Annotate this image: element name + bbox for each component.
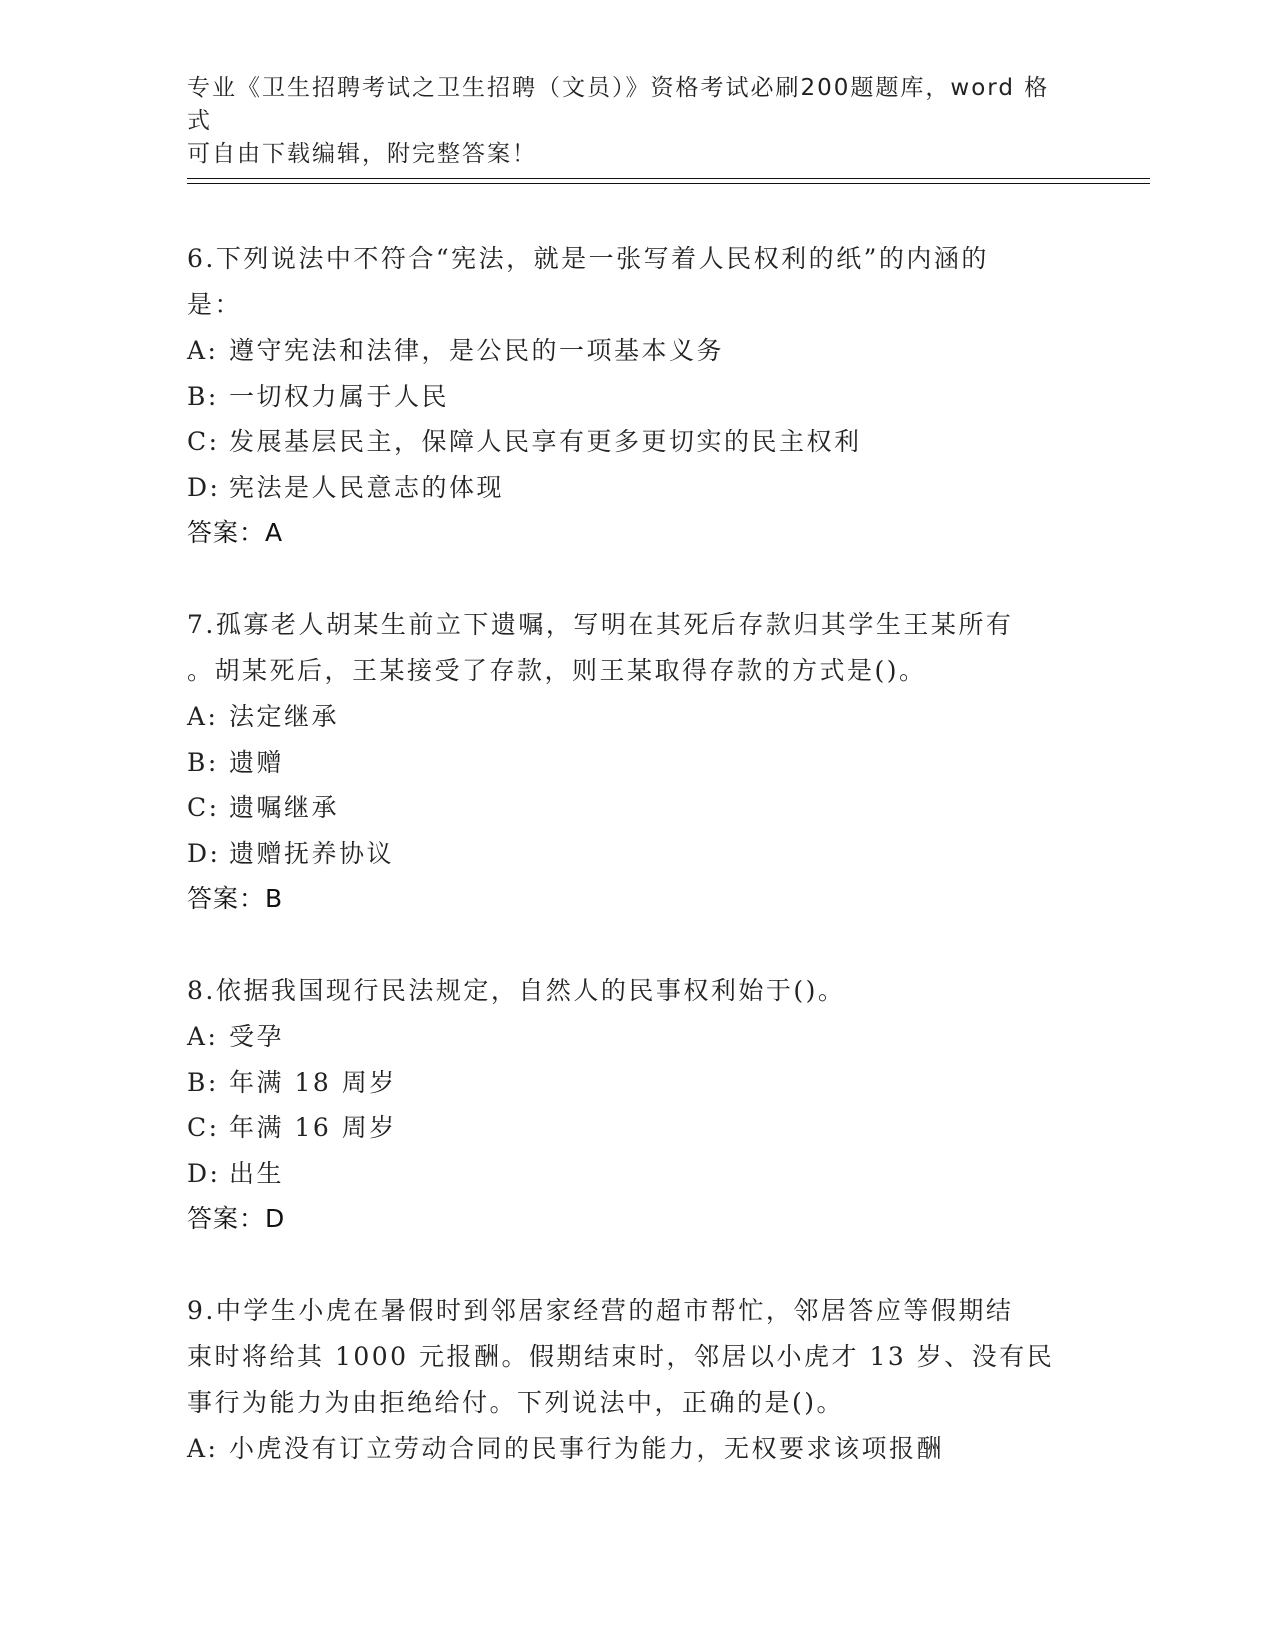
stem-line: 9.中学生小虎在暑假时到邻居家经营的超市帮忙，邻居答应等假期结 [187, 1296, 1014, 1325]
option-key: A: [187, 1434, 219, 1463]
option-d [187, 1151, 1087, 1197]
answer-label: 答案：D [187, 1204, 286, 1233]
option-key: D: [187, 472, 221, 502]
header-line-1: 专业《卫生招聘考试之卫生招聘（文员）》资格考试必刷200题题库，word 格式 [187, 75, 1050, 134]
option-text: 年满 18 周岁 [229, 1067, 397, 1097]
option-a [187, 1014, 1087, 1060]
option-c [187, 785, 1087, 831]
stem-line: 。胡某死后，王某接受了存款，则王某取得存款的方式是()。 [187, 656, 927, 685]
option-b [187, 374, 1087, 420]
option-d [187, 831, 1087, 877]
option-c [187, 419, 1087, 465]
option-key: A: [187, 1022, 219, 1051]
stem-line: 事行为能力为由拒绝给付。下列说法中，正确的是()。 [187, 1388, 845, 1417]
option-text: 法定继承 [229, 702, 340, 731]
option-text: 年满 16 周岁 [229, 1113, 397, 1142]
option-c [187, 1105, 1087, 1151]
option-text: 小虎没有订立劳动合同的民事行为能力，无权要求该项报酬 [229, 1434, 945, 1463]
question-stem [187, 968, 1087, 1014]
option-key: B: [187, 1067, 219, 1097]
option-b [187, 1060, 1087, 1106]
option-text: 遗赠 [229, 747, 285, 777]
option-b [187, 740, 1087, 786]
option-text: 遵守宪法和法律，是公民的一项基本义务 [229, 336, 725, 365]
stem-line: 束时将给其 1000 元报酬。假期结束时，邻居以小虎才 13 岁、没有民 [187, 1342, 1055, 1371]
header-line-2: 可自由下载编辑，附完整答案！ [187, 141, 537, 167]
stem-line: 7.孤寡老人胡某生前立下遗嘱，写明在其死后存款归其学生王某所有 [187, 610, 1014, 639]
option-key: B: [187, 381, 219, 411]
question-list [187, 236, 1087, 1518]
stem-line: 是： [187, 290, 243, 319]
option-text: 发展基层民主，保障人民享有更多更切实的民主权利 [229, 427, 862, 456]
option-key: C: [187, 427, 220, 456]
option-key: B: [187, 747, 219, 777]
option-text: 遗嘱继承 [229, 793, 340, 822]
option-a [187, 328, 1087, 374]
header-divider-bottom [187, 183, 1150, 184]
option-key: A: [187, 336, 219, 365]
question-9 [187, 1288, 1087, 1472]
option-key: D: [187, 838, 221, 868]
stem-line: 8.依据我国现行民法规定，自然人的民事权利始于()。 [187, 976, 846, 1005]
document-header [187, 72, 1067, 171]
header-divider-top [187, 178, 1150, 179]
option-key: C: [187, 1113, 220, 1142]
question-stem [187, 602, 1087, 694]
answer-label: 答案：A [187, 518, 284, 547]
option-text: 遗赠抚养协议 [229, 838, 395, 868]
question-7 [187, 602, 1087, 922]
option-text: 一切权力属于人民 [229, 381, 450, 411]
option-a [187, 694, 1087, 740]
option-key: A: [187, 702, 219, 731]
option-key: D: [187, 1158, 221, 1188]
option-key: C: [187, 793, 220, 822]
option-text: 出生 [229, 1158, 285, 1188]
option-a [187, 1426, 1087, 1472]
question-stem [187, 1288, 1087, 1426]
question-stem [187, 236, 1087, 328]
option-text: 宪法是人民意志的体现 [229, 472, 505, 502]
question-8 [187, 968, 1087, 1242]
answer-label: 答案：B [187, 884, 284, 913]
option-d [187, 465, 1087, 511]
option-text: 受孕 [229, 1022, 285, 1051]
question-6 [187, 236, 1087, 556]
stem-line: 6.下列说法中不符合“宪法，就是一张写着人民权利的纸”的内涵的 [187, 244, 989, 273]
